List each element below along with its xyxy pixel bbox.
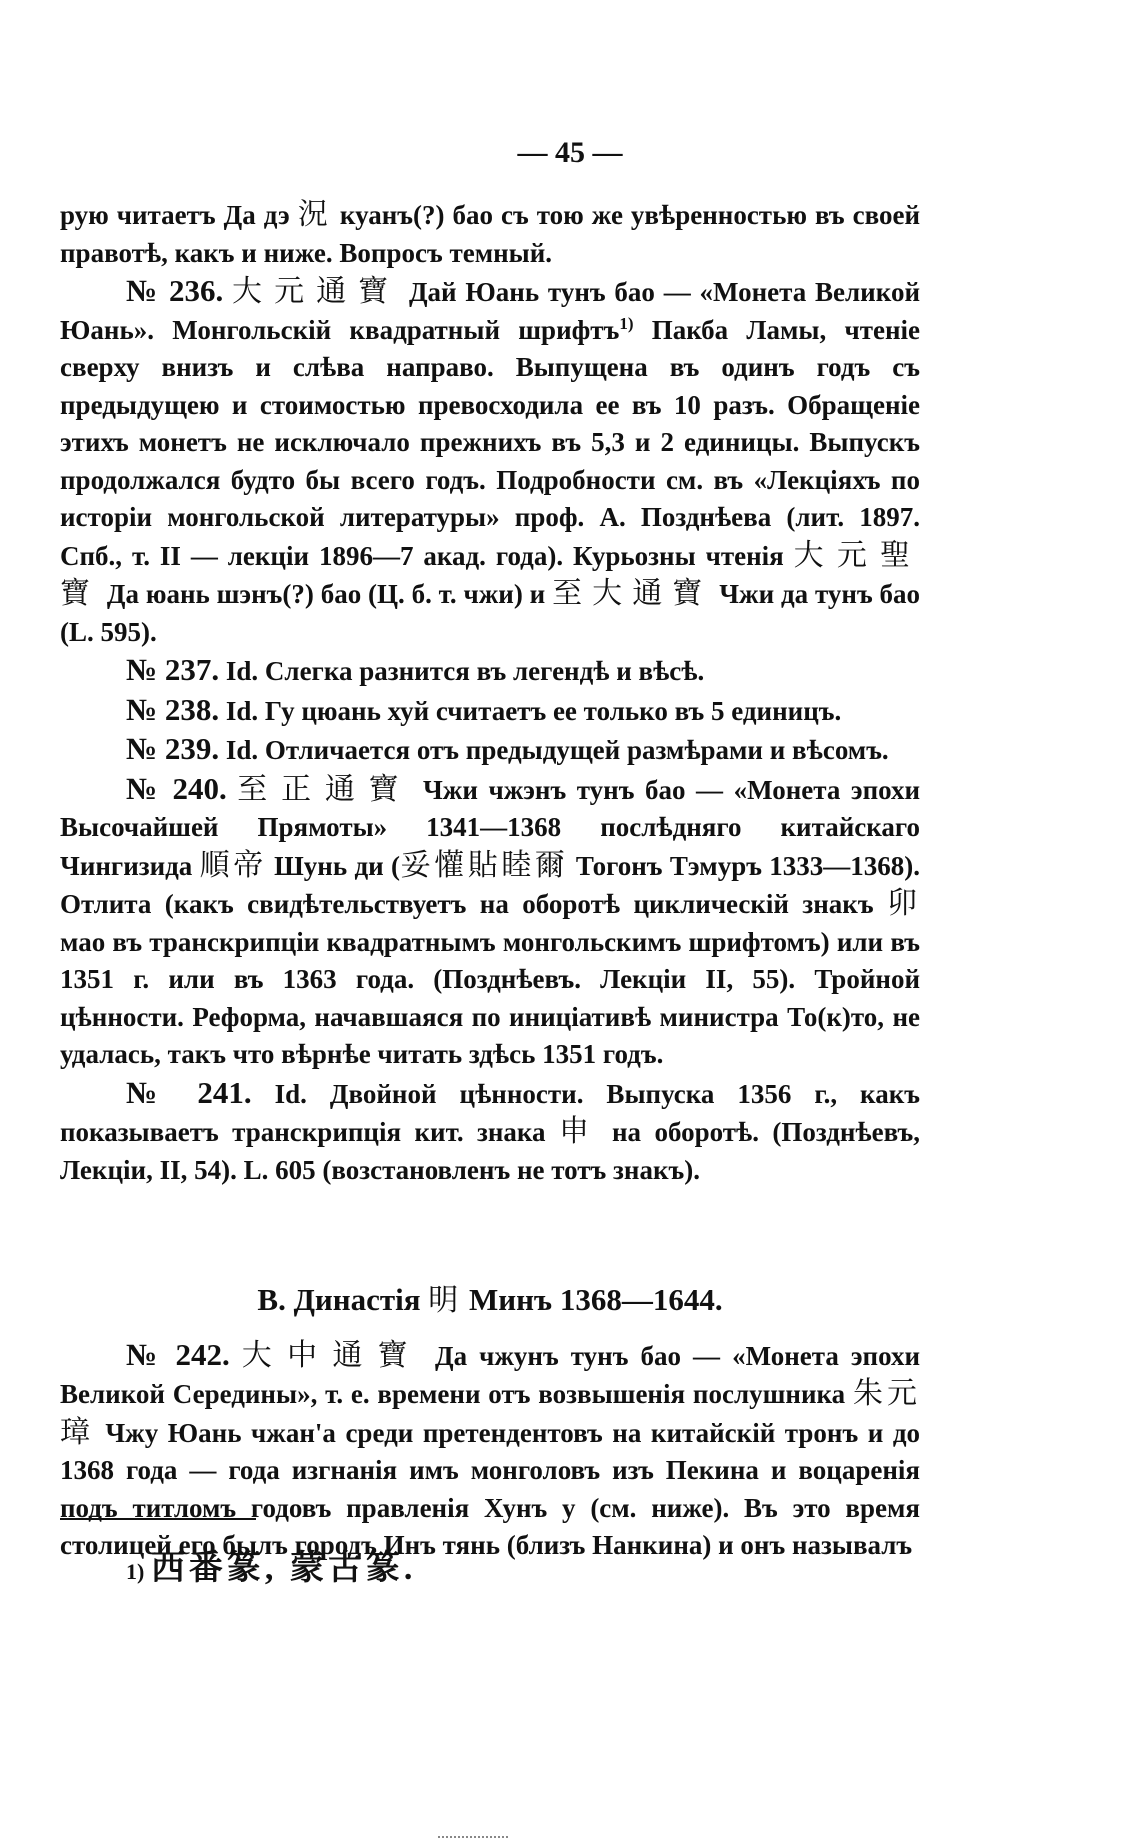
paragraph [60, 770, 920, 1074]
chinese-characters: 妥懽貼睦爾 [400, 848, 569, 882]
paragraph [60, 196, 920, 272]
chinese-characters: 大元聖寶 [60, 538, 920, 610]
chinese-characters: 申 [558, 1115, 599, 1148]
chinese-characters: 朱元璋 [60, 1377, 921, 1449]
page-number: — 45 — [517, 136, 623, 169]
chinese-characters: 順帝 [199, 848, 267, 882]
chinese-characters: 至正通寶 [237, 772, 413, 806]
chinese-characters: 卯 [887, 887, 920, 920]
text-run: Чжу Юань чжан'а среди претендентовъ на китайскій тронъ и до 1368 года — года изгнанія имъ монголовъ изъ Пекина и воцаренія подъ титломъ годовъ правленія Хунъ у (см. ниже). Въ это время столицей его былъ городъ Инъ тянь (близъ Нанкина) и онъ называлъ [60, 1417, 920, 1560]
section-entries-list [60, 1336, 920, 1565]
entry-number: № 238. [126, 691, 220, 727]
chinese-characters: 至大通寶 [552, 577, 713, 610]
text-run: Дай Юань тунъ бао — «Монета Великой Юань». Монгольскій квадратный шрифтъ [60, 277, 920, 345]
footnote-marker: 1) [126, 1559, 145, 1584]
paragraph [60, 691, 920, 731]
entry-number: № 242. [126, 1336, 230, 1372]
paragraph [60, 651, 920, 691]
section-heading-suffix: Минъ 1368—1644. [461, 1282, 723, 1317]
paragraph [60, 272, 920, 651]
chinese-characters: 大中通寶 [241, 1338, 423, 1372]
text-run: Пакба Ламы, чтеніе сверху внизъ и слѣва направо. Выпущена въ одинъ годъ съ предыдущею и стоимостью превосходила ее въ 10 разъ. Обращеніе этихъ монетъ не исключало прежнихъ въ 5,3 и 2 единицы. Выпускъ продолжался будто бы всего годъ. Подробности см. въ «Лекціяхъ по исторіи монгольской литературы» проф. А. Позднѣева (лит. 1897. Спб., т. II — лекціи 1896—7 акад. года). Курьозны чтенія [60, 314, 920, 571]
text-run: Да юань шэнъ(?) бао (Ц. б. т. чжи) и [100, 579, 553, 609]
text-run: Id. Отличается отъ предыдущей размѣрами и вѣсомъ. [219, 735, 889, 765]
entry-number: № 240. [126, 770, 227, 806]
text-run [230, 1341, 242, 1371]
chinese-characters: 況 [297, 198, 332, 231]
entry-number: № 236. [126, 273, 224, 308]
footnote-reference: 1) [619, 313, 634, 333]
text-run: куанъ(?) бао съ тою же увѣренностью въ своей правотѣ, какъ и ниже. Вопросъ темный. [60, 200, 921, 268]
text-run: Id. Гу цюань хуй считаетъ ее только въ 5 единицъ. [219, 695, 842, 726]
footnote-text: 西番篆, 蒙古篆. [150, 1550, 417, 1587]
footnote-rule [60, 1518, 256, 1520]
text-run: Шунь ди ( [266, 850, 401, 881]
text-run: Id. Двойной цѣнности. Выпуска 1356 г., какъ показываетъ транскрипція кит. знака [60, 1078, 921, 1147]
page-body [60, 196, 920, 1565]
text-run: рую читаетъ Да дэ [60, 200, 298, 230]
entry-number: № 241. [126, 1074, 252, 1110]
scan-artifact [438, 1836, 508, 1844]
paragraph [60, 1074, 920, 1190]
text-run: мао въ транскрипціи квадратнымъ монгольскимъ шрифтомъ) или въ 1351 г. или въ 1363 года. (Позднѣевъ. Лекціи II, 55). Тройной цѣнности. Реформа, начавшаяся по иниціативѣ министра То(к)то, не удалась, такъ что вѣрнѣе читать здѣсь 1351 годъ. [60, 926, 920, 1069]
text-run: Id. Слегка разнится въ легендѣ и вѣсѣ. [219, 656, 705, 686]
entries-list [60, 196, 920, 1189]
text-run: Чжи чжэнъ тунъ бао — «Монета эпохи Высочайшей Прямоты» 1341—1368 послѣдняго китайскаго Чингизида [60, 774, 921, 881]
text-run: на оборотѣ. (Позднѣевъ, Лекціи, II, 54). L. 605 (возстановленъ не тотъ знакъ). [60, 1117, 921, 1185]
paragraph [60, 1336, 920, 1565]
section-heading-prefix: В. Династія [257, 1282, 429, 1317]
section-heading [60, 1281, 920, 1320]
text-run: Чжи да тунъ бао (L. 595). [60, 579, 921, 647]
text-run: Да чжунъ тунъ бао — «Монета эпохи Великой Середины», т. е. времени отъ возвышенія послушника [60, 1340, 920, 1409]
entry-number: № 237. [126, 652, 220, 687]
entry-number: № 239. [126, 731, 220, 766]
text-run [227, 775, 238, 805]
section-heading-cjk: 明 [428, 1284, 462, 1317]
paragraph [60, 730, 920, 770]
text-run [223, 277, 232, 307]
footnote [126, 1540, 416, 1589]
chinese-characters: 大元通寶 [232, 275, 401, 308]
text-run: Тогонъ Тэмуръ 1333—1368). Отлита (какъ свидѣтельствуетъ на оборотѣ циклическій знакъ [60, 850, 921, 919]
